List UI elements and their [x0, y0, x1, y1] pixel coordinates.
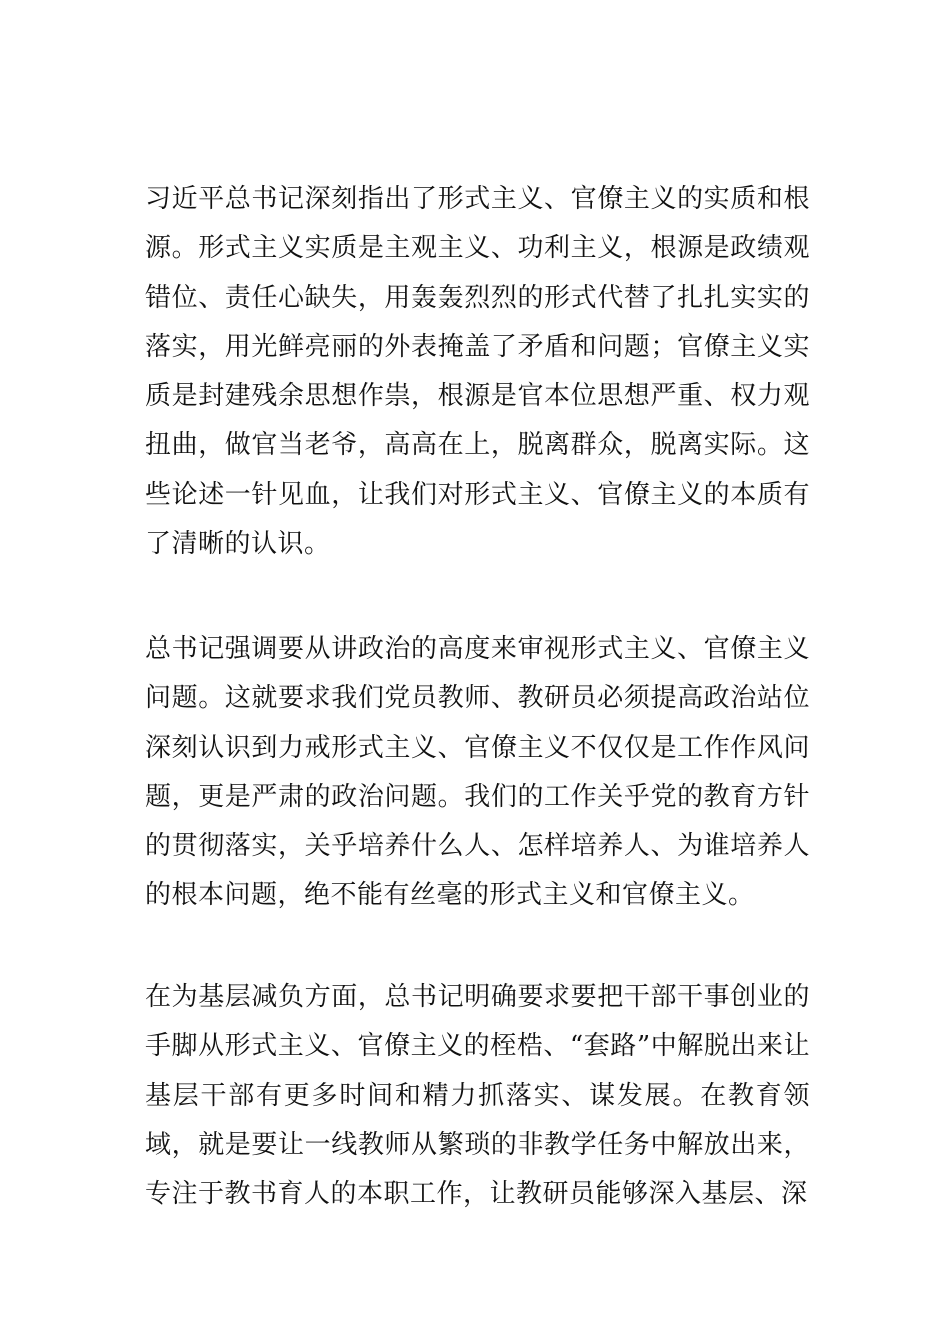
- paragraph-essence-and-roots: 习近平总书记深刻指出了形式主义、官僚主义的实质和根源。形式主义实质是主观主义、功利主义，根源是政绩观错位、责任心缺失，用轰轰烈烈的形式代替了扎扎实实的落实，用光鲜亮丽的外表掩盖了矛盾和问题；官僚主义实质是封建残余思想作祟，根源是官本位思想严重、权力观扭曲，做官当老爷，高高在上，脱离群众，脱离实际。这些论述一针见血，让我们对形式主义、官僚主义的本质有了清晰的认识。: [145, 184, 810, 560]
- paragraph-political-perspective: 总书记强调要从讲政治的高度来审视形式主义、官僚主义问题。这就要求我们党员教师、教研员必须提高政治站位深刻认识到力戒形式主义、官僚主义不仅仅是工作作风问题，更是严肃的政治问题。我们的工作关乎党的教育方针的贯彻落实，关乎培养什么人、怎样培养人、为谁培养人的根本问题，绝不能有丝毫的形式主义和官僚主义。: [145, 634, 810, 911]
- paragraph-reducing-burden: 在为基层减负方面，总书记明确要求要把干部干事创业的手脚从形式主义、官僚主义的桎梏、“套路”中解脱出来让基层干部有更多时间和精力抓落实、谋发展。在教育领域，就是要让一线教师从繁琐的非教学任务中解放出来，专注于教书育人的本职工作，让教研员能够深入基层、深: [145, 982, 810, 1210]
